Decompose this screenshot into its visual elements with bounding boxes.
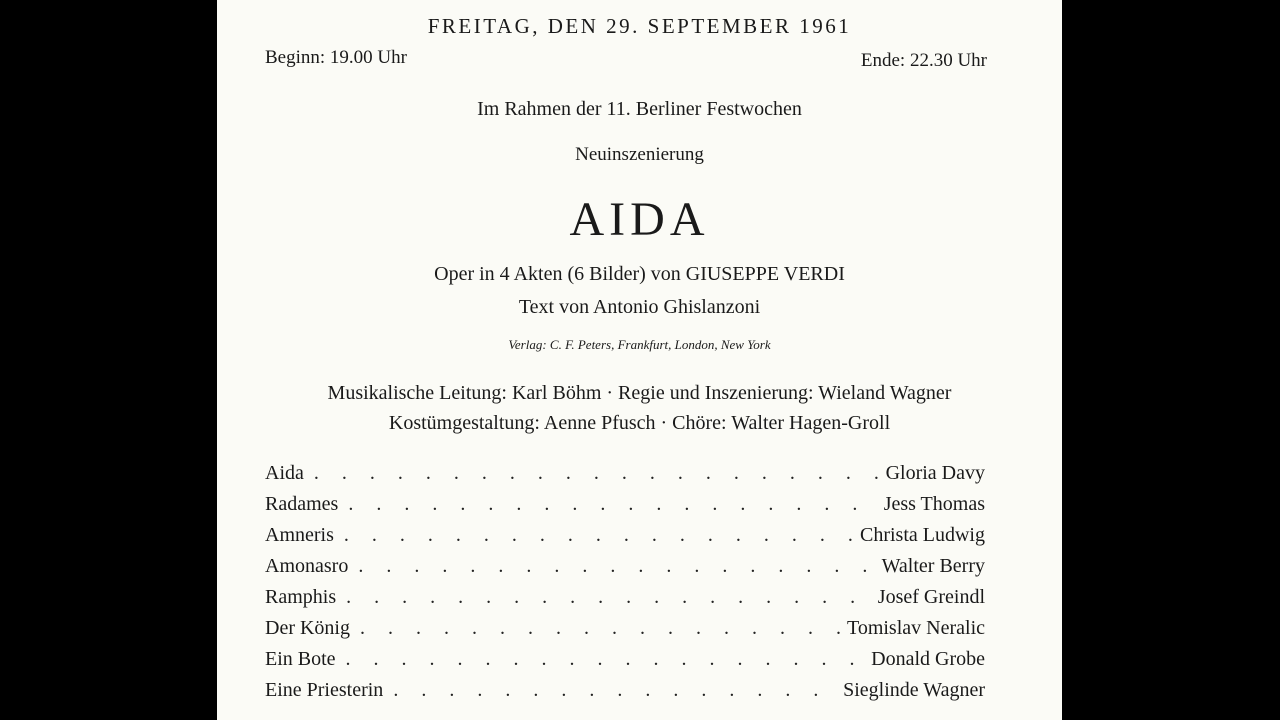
cast-singer: Donald Grobe — [871, 648, 985, 670]
opera-title: AIDA — [569, 193, 710, 246]
cast-role: Amonasro — [265, 555, 349, 577]
credits-line-2: Kostümgestaltung: Aenne Pfusch · Chöre: Walter Hagen-Groll — [388, 412, 891, 434]
cast-role: Ein Bote — [265, 648, 336, 670]
cast-row — [265, 493, 985, 524]
cast-row — [265, 462, 985, 493]
cast-role: Amneris — [265, 524, 334, 546]
cast-row — [265, 586, 985, 617]
festival-line: Im Rahmen der 11. Berliner Festwochen — [477, 98, 802, 120]
end-time: Ende: 22.30 Uhr — [860, 50, 987, 71]
leader-dots — [346, 648, 866, 671]
cast-row — [265, 648, 985, 679]
publisher-credit: Verlag: C. F. Peters, Frankfurt, London, New York — [508, 337, 771, 352]
opera-subtitle: Oper in 4 Akten (6 Bilder) von GIUSEPPE VERDI — [434, 263, 845, 285]
cast-singer: Josef Greindl — [877, 586, 985, 608]
leader-dots — [360, 617, 841, 640]
leader-dots — [393, 679, 837, 702]
libretto-credit: Text von Antonio Ghislanzoni — [518, 296, 761, 318]
cast-singer: Walter Berry — [881, 555, 985, 577]
performance-date: FREITAG, DEN 29. SEPTEMBER 1961 — [427, 14, 852, 38]
begin-time: Beginn: 19.00 Uhr — [265, 47, 407, 68]
leader-dots — [346, 586, 872, 609]
leader-dots — [344, 524, 854, 547]
production-label: Neuinszenierung — [575, 144, 704, 165]
cast-singer: Gloria Davy — [885, 462, 985, 484]
cast-role: Radames — [265, 493, 339, 515]
cast-singer: Jess Thomas — [883, 493, 985, 515]
cast-row — [265, 617, 985, 648]
leader-dots — [314, 462, 880, 485]
cast-list — [265, 462, 985, 710]
cast-role: Eine Priesterin — [265, 679, 384, 701]
cast-row — [265, 679, 985, 710]
cast-singer: Sieglinde Wagner — [843, 679, 985, 701]
program-page — [217, 0, 1062, 720]
leader-dots — [348, 493, 877, 516]
cast-role: Der König — [265, 617, 350, 639]
leader-dots — [358, 555, 875, 578]
cast-row — [265, 524, 985, 555]
cast-role: Aida — [265, 462, 304, 484]
cast-singer: Tomislav Neralic — [847, 617, 985, 639]
cast-row — [265, 555, 985, 586]
credits-line-1: Musikalische Leitung: Karl Böhm · Regie und Inszenierung: Wieland Wagner — [327, 382, 952, 404]
cast-role: Ramphis — [265, 586, 337, 608]
cast-singer: Christa Ludwig — [860, 524, 985, 546]
